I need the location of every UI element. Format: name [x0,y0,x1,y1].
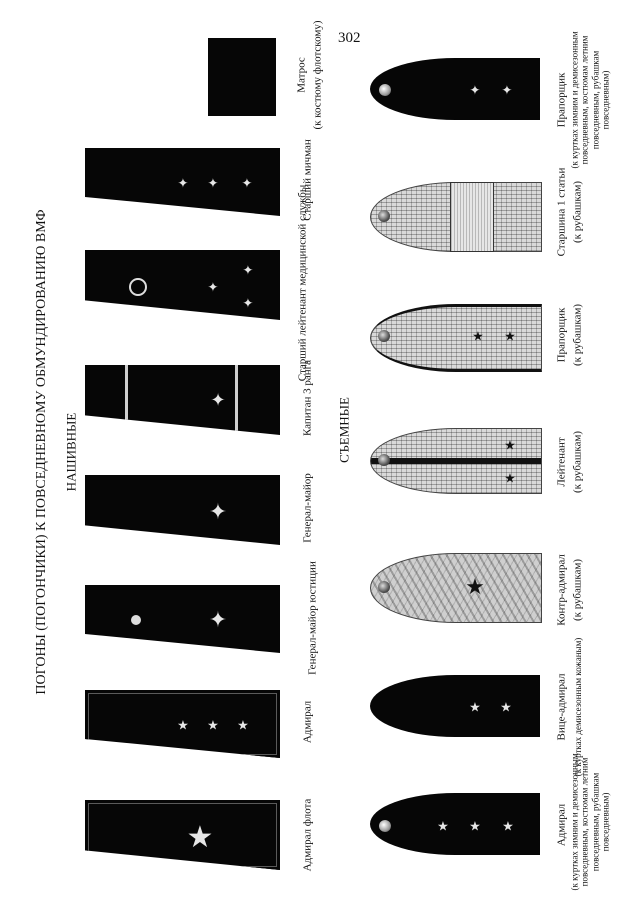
star-icon: ★ [465,574,485,599]
star-icon: ★ [437,818,449,834]
star-icon: ✦ [242,262,254,278]
star-icon: ✦ [177,175,189,191]
caption-major-general-justice: Генерал-майор юстиции [306,561,319,675]
button-icon [379,84,391,96]
caption-petty-officer-1st: Старшина 1 статьи [555,167,568,257]
shoulder-board-vice-admiral [370,675,540,737]
star-icon: ✦ [241,175,253,191]
star-icon: ★ [207,717,219,733]
star-icon: ✦ [207,279,219,295]
four-point-star-icon: ✦ [208,499,228,524]
shoulder-board-major-general-justice [85,585,280,653]
medical-emblem-icon [129,278,147,296]
caption-warrant-officer-shirt-note: (к рубашкам) [571,303,584,367]
shoulder-board-captain-3rd-rank [85,365,280,435]
page-number: 302 [338,30,361,46]
section-sewn-label: НАШИВНЫЕ [63,412,79,492]
shoulder-board-rear-admiral [370,553,542,623]
star-icon: ✦ [501,82,513,98]
four-point-star-icon: ✦ [210,390,226,410]
caption-petty-officer-1st-note: (к рубашкам) [571,180,584,244]
caption-removable-admiral: Адмирал [555,803,568,847]
caption-vice-admiral-note: (к куртках демисезонным кожаным) [572,637,583,777]
star-icon: ★ [469,818,481,834]
button-icon [378,210,390,222]
large-star-icon: ★ [186,821,214,854]
shoulder-board-warrant-officer-shirt [370,304,542,372]
shoulder-board-sailor [208,38,276,116]
star-icon: ★ [504,328,516,344]
star-icon: ✦ [469,82,481,98]
button-icon [378,330,390,342]
caption-major-general: Генерал-майор [301,473,314,543]
page-title: ПОГОНЫ (ПОГОНЧИКИ) К ПОВСЕДНЕВНОМУ ОБМУНДИРОВАНИЮ ВМФ [33,209,49,695]
button-icon [378,581,390,593]
caption-lieutenant: Лейтенант [555,437,568,487]
button-icon [378,454,390,466]
caption-warrant-officer-shirt: Прапорщик [555,307,568,363]
shoulder-board-admiral-of-fleet [85,800,280,870]
caption-sailor: Матрос [295,57,308,93]
stripe-badge [450,182,494,252]
four-point-star-icon: ✦ [208,607,228,632]
star-icon: ★ [500,699,512,715]
star-icon: ★ [469,699,481,715]
caption-rear-admiral-note: (к рубашкам) [571,558,584,622]
star-icon: ★ [502,818,514,834]
star-icon: ★ [177,717,189,733]
caption-warrant-officer-jacket-note: (к куртках зимним и демисезонным повседневным, костюмам летним повседневным, рубашкам повседневным) [569,31,611,169]
caption-admiral-of-fleet: Адмирал флота [301,798,314,872]
star-icon: ✦ [207,175,219,191]
caption-rear-admiral: Контр-адмирал [555,554,568,626]
shoulder-board-warrant-officer-jacket [370,58,540,120]
button-icon [379,820,391,832]
shoulder-board-lieutenant [370,428,542,494]
shoulder-board-major-general [85,475,280,545]
caption-removable-admiral-note: (к куртках зимним и демисезонным повседневным, костюмам летним повседневным, рубашкам повседневным) [569,753,611,891]
caption-warrant-officer-jacket: Прапорщик [555,72,568,128]
star-icon: ★ [472,328,484,344]
section-removable-label: СЪЕМНЫЕ [336,397,352,463]
caption-lieutenant-note: (к рубашкам) [571,430,584,494]
caption-sailor-note: (к костюму флотскому) [311,20,324,130]
justice-emblem-icon [131,615,141,625]
star-icon: ✦ [242,295,254,311]
caption-vice-admiral: Вице-адмирал [555,673,568,741]
star-icon: ★ [504,437,516,453]
star-icon: ★ [237,717,249,733]
caption-captain-3rd-rank: Капитан 3 ранга [301,359,314,437]
caption-admiral: Адмирал [301,700,314,744]
caption-senior-warrant-officer: Старший мичман [301,139,314,221]
caption-senior-lieutenant-medical: Старший лейтенант медицинской службы [296,184,309,382]
star-icon: ★ [504,470,516,486]
shoulder-board-removable-admiral [370,793,540,855]
